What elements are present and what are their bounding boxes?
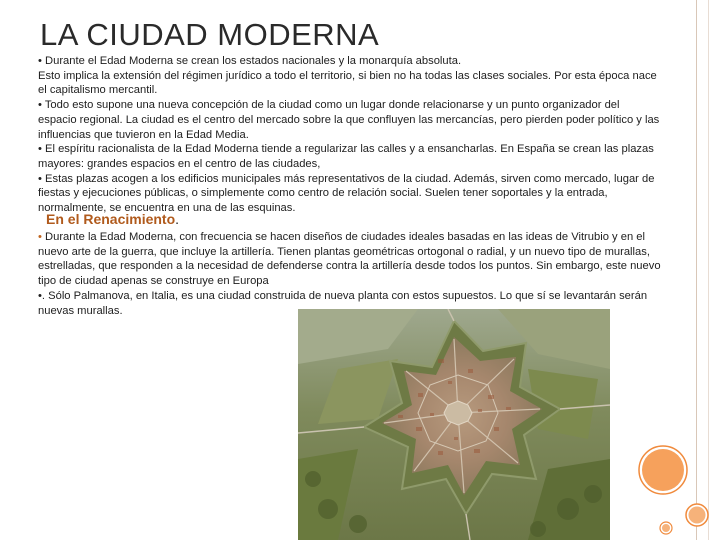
page-title: LA CIUDAD MODERNA bbox=[40, 17, 380, 52]
subtitle-text: En el Renacimiento bbox=[46, 211, 176, 227]
paragraph-7: •. Sólo Palmanova, en Italia, es una ciudad construida de nueva planta con estos supuestos. Lo que sí se levantarán serán nuevas murallas. bbox=[38, 289, 648, 317]
paragraph-4: • El espíritu racionalista de la Edad Moderna tiende a regularizar las calles y a ensancharlas. En España se crean las plazas mayores: grandes espacios en el centro de las ciudades, bbox=[38, 143, 654, 170]
palmanova-illustration bbox=[298, 309, 610, 540]
bullet-marker: • bbox=[38, 231, 46, 243]
large-orange-circle-fill bbox=[642, 449, 684, 491]
paragraph-1: • Durante el Edad Moderna se crean los estados nacionales y la monarquía absoluta. bbox=[38, 55, 462, 67]
section-intro-text bbox=[38, 54, 660, 216]
section-subtitle bbox=[46, 211, 179, 227]
tiny-orange-circle-fill bbox=[662, 524, 670, 532]
subtitle-period: . bbox=[175, 211, 180, 227]
small-orange-circle-fill bbox=[689, 507, 706, 524]
palmanova-aerial-photo bbox=[298, 309, 610, 540]
paragraph-6-text: Durante la Edad Moderna, con frecuencia se hacen diseños de ciudades ideales basadas en las ideas de Vitrubio y en el nuevo arte de la guerra, que incluye la artillería. Tienen plantas geométricas ortogonal o radial, y un nuevo tipo de murallas, estrelladas, que responden a la necesidad de defenderse contra la artillería desde todos los puntos. Sin embargo, este nuevo tipo de ciudad apenas se construye en Europa bbox=[38, 231, 661, 288]
paragraph-5: • Estas plazas acogen a los edificios municipales más representativos de la ciudad. Además, sirven como mercado, lugar de fiestas y ejecuciones públicas, o simplemente como centro de relación social. Suelen tener soportales y la entrada, normalmente, se encuentra en una de las esquinas. bbox=[38, 172, 655, 215]
central-square bbox=[444, 401, 472, 425]
paragraph-3: • Todo esto supone una nueva concepción de la ciudad como un lugar donde relacionarse y un punto organizador del espacio regional. La ciudad es el centro del mercado sobre la que confluyen las mercancías, pero pierden poder político y las influencias que tuvieron en la Edad Media. bbox=[38, 99, 660, 141]
section-renaissance-text bbox=[38, 230, 664, 318]
paragraph-6 bbox=[38, 230, 664, 289]
paragraph-2: Esto implica la extensión del régimen jurídico a todo el territorio, si bien no ha todas las clases sociales. Por esta época nace el capitalismo mercantil. bbox=[38, 69, 657, 97]
